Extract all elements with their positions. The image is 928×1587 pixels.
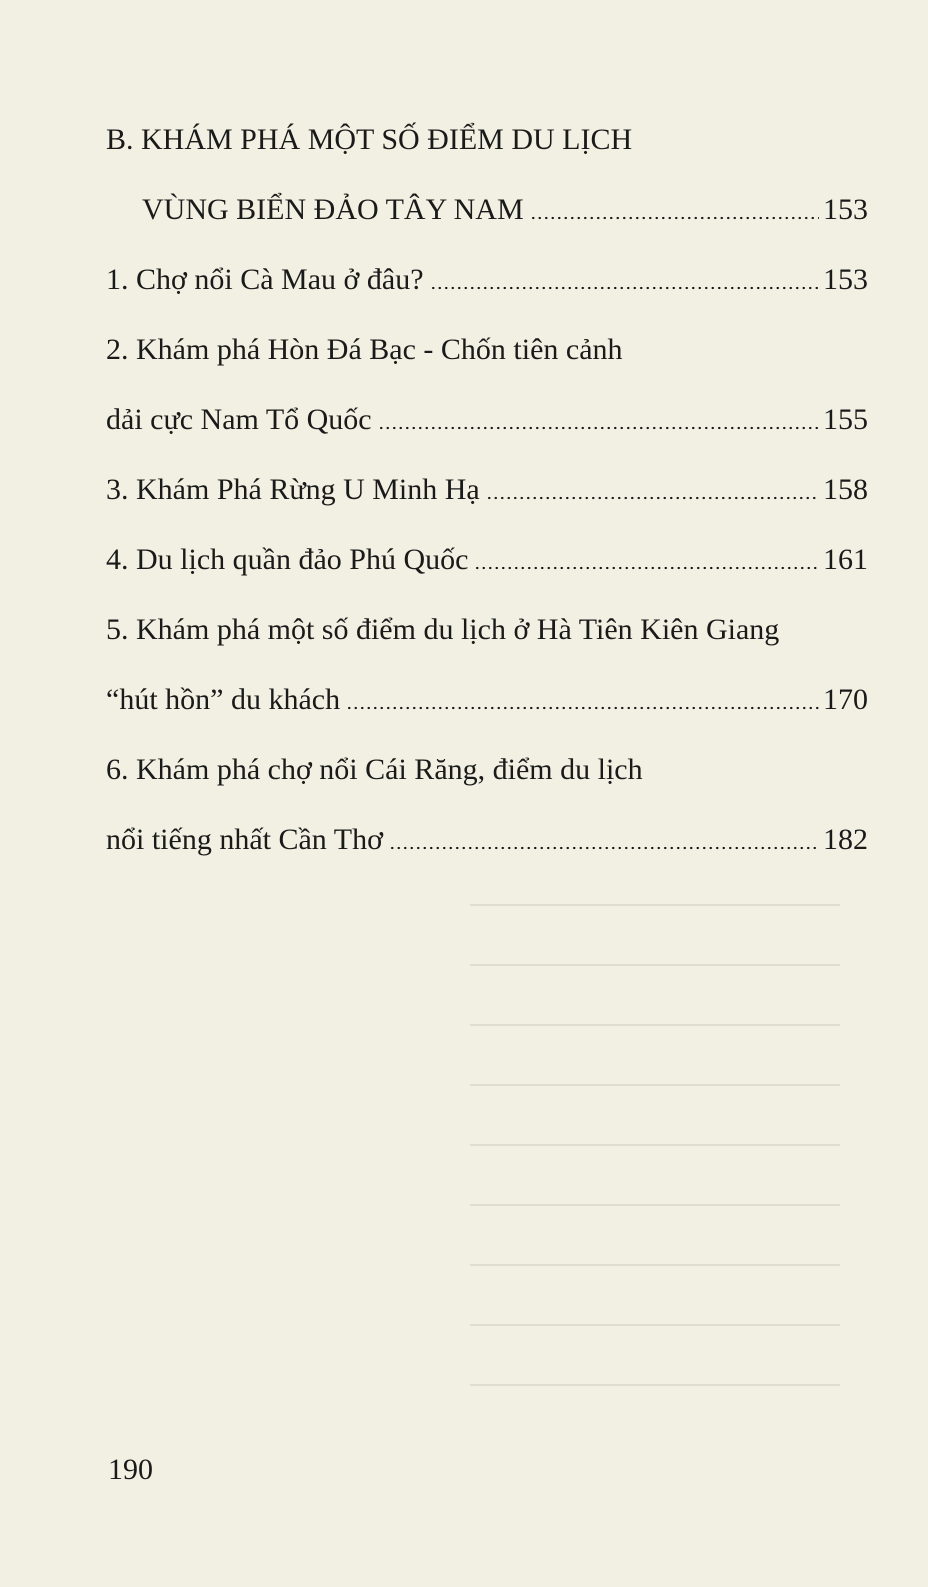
- toc-entry-title: 5. Khám phá một số điểm du lịch ở Hà Tiên Kiên Giang: [106, 613, 780, 646]
- dot-leader: [430, 286, 819, 290]
- dot-leader: [346, 706, 819, 710]
- toc-entry-2-line-2[interactable]: [106, 368, 868, 438]
- toc-entry-page: 158: [823, 473, 868, 506]
- toc-entry-title: 3. Khám Phá Rừng U Minh Hạ: [106, 473, 480, 506]
- dot-leader: [378, 426, 819, 430]
- toc-entry-page: 153: [823, 263, 868, 296]
- toc-entry-2-line-1[interactable]: [106, 298, 868, 368]
- page-number: 190: [108, 1453, 153, 1486]
- dot-leader: [486, 496, 819, 500]
- toc-entry-5-line-2[interactable]: [106, 648, 868, 718]
- dot-leader: [474, 566, 819, 570]
- toc-entry-page: 170: [823, 683, 868, 716]
- toc-entry-page: 161: [823, 543, 868, 576]
- toc-entry-6-line-1[interactable]: [106, 718, 868, 788]
- section-heading-line-2: [106, 158, 868, 228]
- toc-entry-title: 6. Khám phá chợ nổi Cái Răng, điểm du lịch: [106, 753, 643, 786]
- toc-entry-1[interactable]: [106, 228, 868, 298]
- toc-entry-6-line-2[interactable]: [106, 788, 868, 858]
- section-heading-subtitle: VÙNG BIỂN ĐẢO TÂY NAM: [142, 193, 524, 226]
- toc-entry-title: 1. Chợ nổi Cà Mau ở đâu?: [106, 263, 424, 296]
- toc-entry-title: 4. Du lịch quần đảo Phú Quốc: [106, 543, 469, 576]
- toc-entry-4[interactable]: [106, 508, 868, 578]
- dot-leader: [389, 846, 819, 850]
- toc-entry-title-continued: nổi tiếng nhất Cần Thơ: [106, 823, 383, 856]
- toc-entry-page: 182: [823, 823, 868, 856]
- toc-entry-title: 2. Khám phá Hòn Đá Bạc - Chốn tiên cảnh: [106, 333, 623, 366]
- toc-entry-5-line-1[interactable]: [106, 578, 868, 648]
- dot-leader: [530, 216, 819, 220]
- section-heading-title: B. KHÁM PHÁ MỘT SỐ ĐIỂM DU LỊCH: [106, 123, 633, 156]
- toc-entry-title-continued: dải cực Nam Tổ Quốc: [106, 403, 372, 436]
- toc-entry-3[interactable]: [106, 438, 868, 508]
- section-heading-page: 153: [823, 193, 868, 226]
- table-of-contents: [106, 88, 868, 858]
- toc-entry-title-continued: “hút hồn” du khách: [106, 683, 341, 716]
- toc-entry-page: 155: [823, 403, 868, 436]
- section-heading-line-1: [106, 88, 868, 158]
